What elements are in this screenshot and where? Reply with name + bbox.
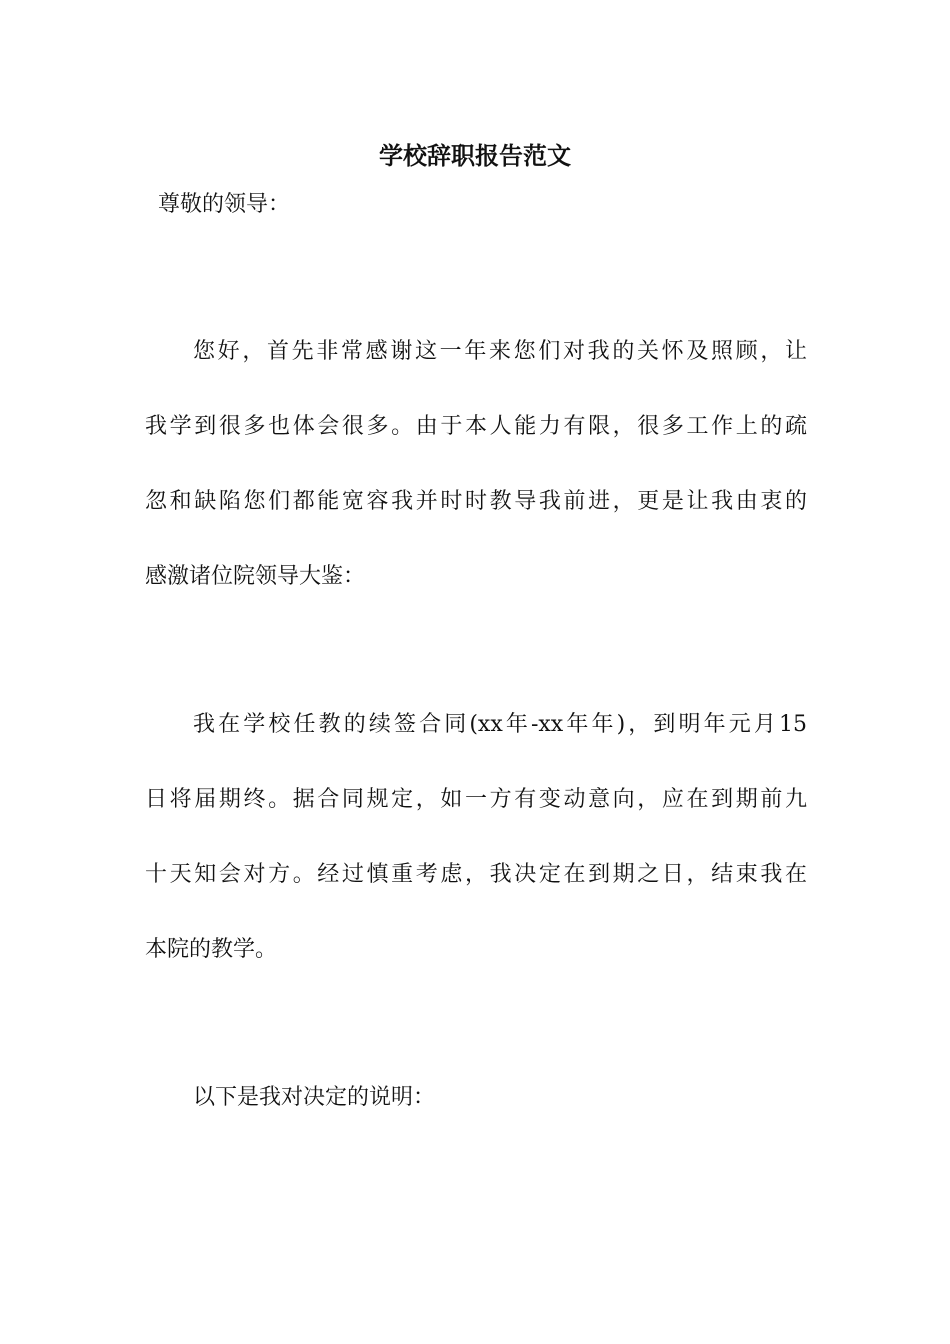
paragraph-line: 十天知会对方。经过慎重考虑，我决定在到期之日，结束我在 (145, 862, 807, 887)
paragraph-line: 忽和缺陷您们都能宽容我并时时教导我前进，更是让我由衷的 (145, 489, 807, 514)
paragraph-line: 以下是我对决定的说明： (193, 1085, 436, 1110)
paragraph-line: 感激诸位院领导大鉴： (145, 564, 366, 589)
paragraph-greeting (145, 314, 807, 614)
paragraph-line: 日将届期终。据合同规定，如一方有变动意向，应在到期前九 (145, 787, 807, 812)
salutation: 尊敬的领导： (158, 192, 291, 217)
paragraph-line: 您好，首先非常感谢这一年来您们对我的关怀及照顾，让 (193, 339, 807, 364)
document-title: 学校辞职报告范文 (379, 141, 571, 170)
paragraph-explanation (145, 1060, 807, 1135)
paragraph-line: 我学到很多也体会很多。由于本人能力有限，很多工作上的疏 (145, 414, 807, 439)
paragraph-line: 我在学校任教的续签合同(xx年-xx年年)，到明年元月15 (193, 712, 807, 737)
paragraph-line: 本院的教学。 (145, 937, 278, 962)
paragraph-contract (145, 687, 807, 987)
